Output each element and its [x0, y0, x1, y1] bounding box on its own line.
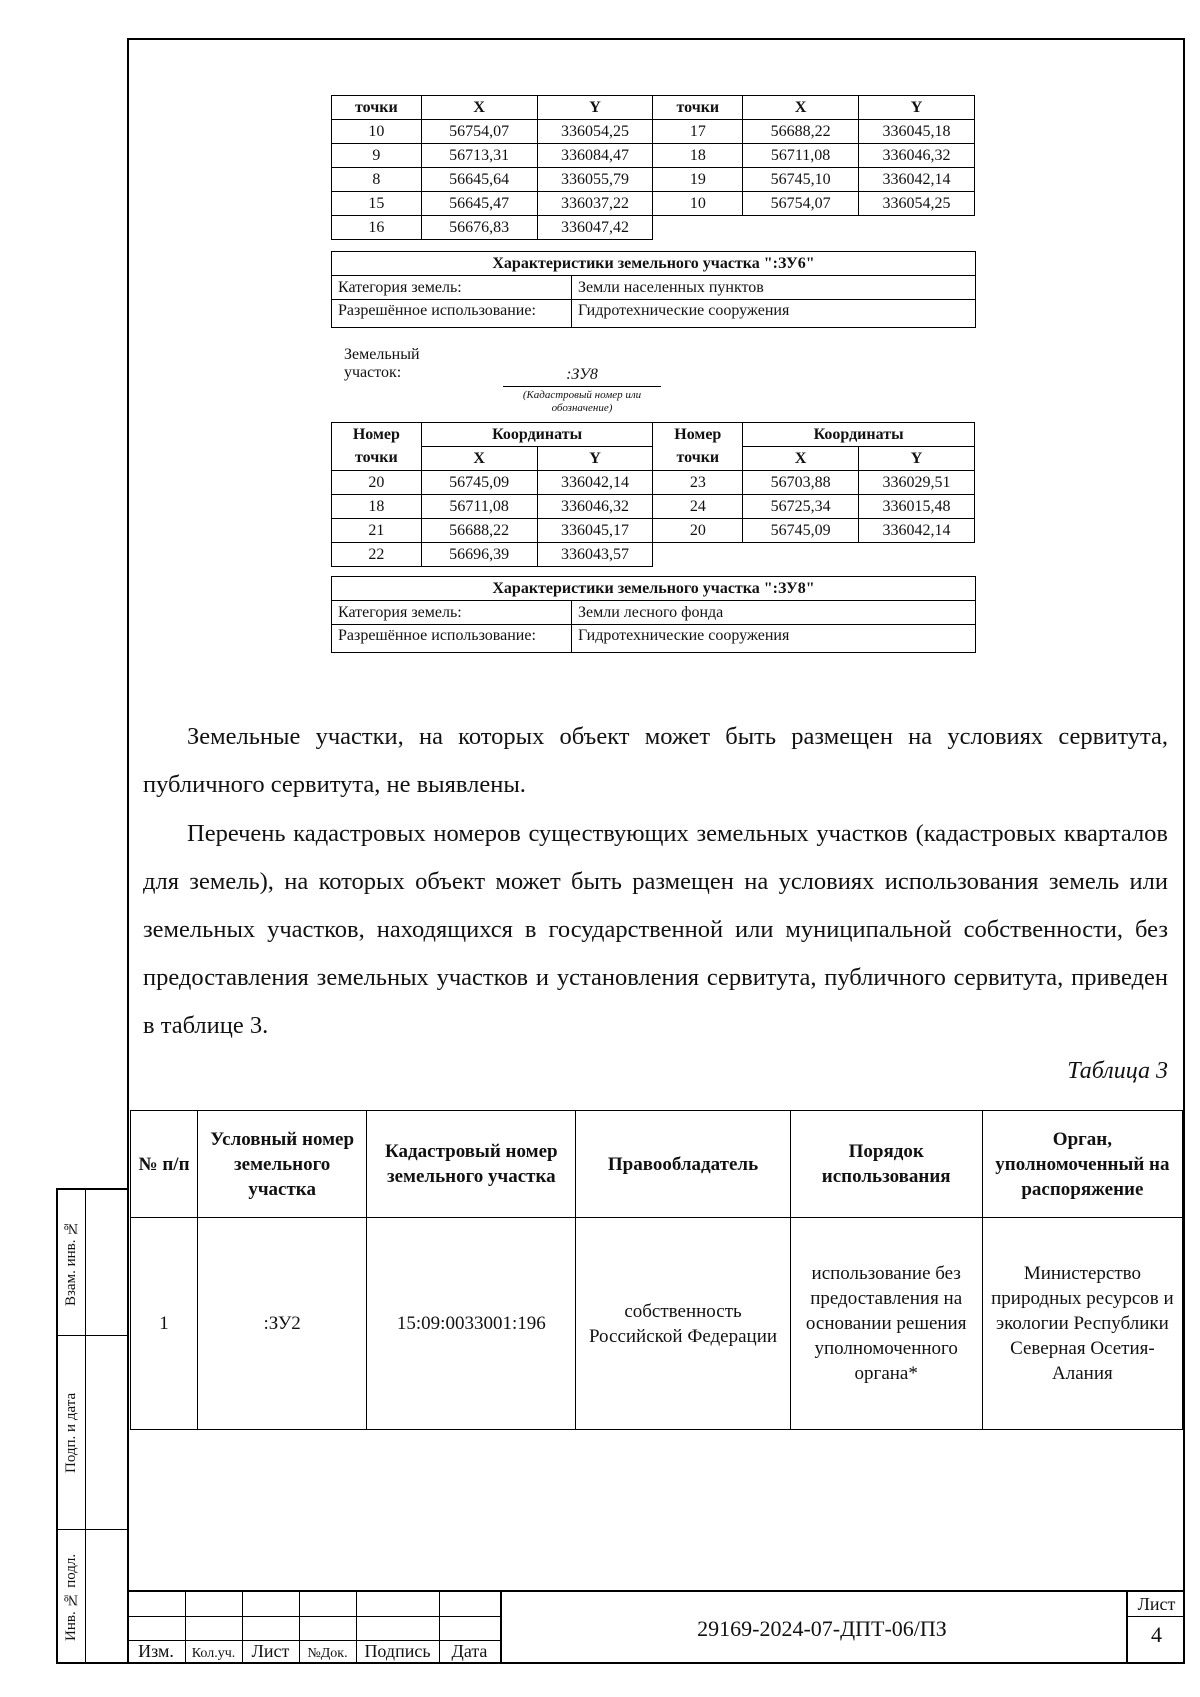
margin-cell-podp: [58, 1336, 127, 1530]
empty-cell: [653, 216, 975, 240]
coords-label: Координаты: [743, 423, 975, 447]
table-cell: 336054,25: [859, 192, 975, 216]
stamp-label: Изм.: [138, 1641, 174, 1661]
table-row: [332, 471, 975, 495]
header-cell: X: [421, 96, 537, 120]
table-cell: 15:09:0033001:196: [367, 1218, 576, 1430]
title-block: [127, 1590, 1185, 1664]
number-label: Номер: [332, 423, 422, 447]
table-row: [332, 144, 975, 168]
table-cell: 18: [653, 144, 743, 168]
stamp-label: №Док.: [307, 1646, 348, 1661]
table-cell: 336046,32: [859, 144, 975, 168]
table-cell: 336045,17: [537, 519, 653, 543]
table-cell: 336043,57: [537, 543, 653, 567]
title-block-grid: [127, 1592, 502, 1664]
table-cell: 56711,08: [743, 144, 859, 168]
table-cell: использование без предоставления на основании решения уполномоченного органа*: [790, 1218, 982, 1430]
use-value: Гидротехнические сооружения: [572, 625, 976, 653]
margin-cell-inv: [58, 1530, 127, 1664]
points-label: точки: [653, 447, 743, 471]
margin-label-podp: Подп. и дата: [63, 1392, 79, 1473]
header-cell: Кадастровый номер земельного участка: [367, 1111, 576, 1218]
table-cell: 56645,47: [421, 192, 537, 216]
sheet-box: [1126, 1592, 1185, 1664]
x-label: X: [743, 447, 859, 471]
document-code: 29169-2024-07-ДПТ-06/ПЗ: [697, 1616, 947, 1641]
table-cell: 18: [332, 495, 422, 519]
stamp-label: Дата: [451, 1641, 488, 1661]
use-label: Разрешённое использование:: [332, 300, 572, 328]
table-cell: :ЗУ2: [198, 1218, 367, 1430]
table-cell: 22: [332, 543, 422, 567]
header-cell: Y: [537, 96, 653, 120]
table-cell: 10: [653, 192, 743, 216]
table-row: [332, 168, 975, 192]
margin-cell-vzam: [58, 1190, 127, 1336]
header-cell: точки: [332, 96, 422, 120]
table-cell: 9: [332, 144, 422, 168]
table-row: [332, 519, 975, 543]
y-label: Y: [537, 447, 653, 471]
table-cell: 336045,18: [859, 120, 975, 144]
table-cell: собственность Российской Федерации: [576, 1218, 790, 1430]
category-value: Земли лесного фонда: [572, 601, 976, 625]
table-cell: 56745,10: [743, 168, 859, 192]
header-cell: Условный номер земельного участка: [198, 1111, 367, 1218]
table-cell: 23: [653, 471, 743, 495]
table-row: [332, 495, 975, 519]
table-cell: 56745,09: [421, 471, 537, 495]
table-cell: 336054,25: [537, 120, 653, 144]
table-row: [332, 192, 975, 216]
table-header-row: [332, 96, 975, 120]
plot-label: Земельный участок:: [344, 346, 420, 381]
category-label: Категория земель:: [332, 276, 572, 300]
table-cell: 336029,51: [859, 471, 975, 495]
table-caption: Таблица 3: [1067, 1058, 1168, 1084]
coords-table-zu6: [331, 95, 975, 240]
paragraph-2: Перечень кадастровых номеров существующих земельных участков (кадастровых кварталов для земель), на которых объект может быть размещен на условиях использования земель или земельных участков, находящихся в государственной или муниципальной собственности, без предоставления земельных участков и установления сервитута, публичного сервитута, приведен в таблице 3.: [143, 820, 1168, 1039]
margin-stamp: [56, 1188, 127, 1664]
table-cell: 56711,08: [421, 495, 537, 519]
table-cell: 336046,32: [537, 495, 653, 519]
characteristics-table-zu6: [331, 251, 976, 328]
header-cell: Y: [859, 96, 975, 120]
characteristics-table-zu8: [331, 576, 976, 653]
table-cell: 15: [332, 192, 422, 216]
table-row: [332, 120, 975, 144]
header-cell: точки: [653, 96, 743, 120]
sheet-label: Лист: [1128, 1594, 1185, 1617]
table-cell: 19: [653, 168, 743, 192]
table-cell: 336037,22: [537, 192, 653, 216]
header-cell: X: [743, 96, 859, 120]
table-cell: 56754,07: [421, 120, 537, 144]
characteristics-title: Характеристики земельного участка ":ЗУ6": [332, 252, 976, 276]
table-row: [131, 1218, 1183, 1430]
empty-cell: [653, 543, 975, 567]
table-3: [130, 1110, 1183, 1430]
table-cell: 17: [653, 120, 743, 144]
table-cell: 16: [332, 216, 422, 240]
use-label: Разрешённое использование:: [332, 625, 572, 653]
points-label: точки: [332, 447, 422, 471]
table-cell: 20: [332, 471, 422, 495]
table-cell: 56688,22: [743, 120, 859, 144]
header-cell: Правообладатель: [576, 1111, 790, 1218]
table-cell: Министерство природных ресурсов и экологии Республики Северная Осетия-Алания: [982, 1218, 1182, 1430]
table-cell: 336015,48: [859, 495, 975, 519]
table-cell: 8: [332, 168, 422, 192]
category-label: Категория земель:: [332, 601, 572, 625]
table-row: [332, 543, 975, 567]
paragraph-1: Земельные участки, на которых объект может быть размещен на условиях сервитута, публичного сервитута, не выявлены.: [143, 723, 1168, 798]
stamp-label: Кол.уч.: [191, 1646, 236, 1661]
stamp-label: Лист: [251, 1641, 290, 1661]
table-cell: 336042,14: [859, 519, 975, 543]
table-cell: 336055,79: [537, 168, 653, 192]
table-header-row: [131, 1111, 1183, 1218]
table-cell: 336042,14: [859, 168, 975, 192]
table-cell: 21: [332, 519, 422, 543]
table-cell: 336084,47: [537, 144, 653, 168]
table-cell: 56725,34: [743, 495, 859, 519]
table-cell: 24: [653, 495, 743, 519]
characteristics-title: Характеристики земельного участка ":ЗУ8": [332, 577, 976, 601]
x-label: X: [421, 447, 537, 471]
plot-value: :ЗУ8: [503, 366, 661, 387]
table-cell: 10: [332, 120, 422, 144]
table-cell: 56713,31: [421, 144, 537, 168]
table-cell: 56645,64: [421, 168, 537, 192]
table-cell: 336047,42: [537, 216, 653, 240]
table-cell: 56754,07: [743, 192, 859, 216]
sheet-number: 4: [1151, 1622, 1162, 1647]
margin-label-vzam: Взам. инв. №: [63, 1219, 79, 1306]
header-cell: № п/п: [131, 1111, 198, 1218]
header-cell: Орган, уполномоченный на распоряжение: [982, 1111, 1182, 1218]
table-cell: 56696,39: [421, 543, 537, 567]
header-cell: Порядок использования: [790, 1111, 982, 1218]
y-label: Y: [859, 447, 975, 471]
stamp-label: Подпись: [364, 1641, 431, 1661]
table-cell: 56745,09: [743, 519, 859, 543]
use-value: Гидротехнические сооружения: [572, 300, 976, 328]
margin-label-inv: Инв. № подл.: [63, 1553, 79, 1641]
table-cell: 56703,88: [743, 471, 859, 495]
table-cell: 56688,22: [421, 519, 537, 543]
coords-label: Координаты: [421, 423, 653, 447]
table-row: [332, 216, 975, 240]
category-value: Земли населенных пунктов: [572, 276, 976, 300]
table-cell: 336042,14: [537, 471, 653, 495]
number-label: Номер: [653, 423, 743, 447]
table-cell: 20: [653, 519, 743, 543]
table-cell: 1: [131, 1218, 198, 1430]
coords-table-zu8: [331, 422, 975, 567]
plot-caption: (Кадастровый номер или обозначение): [522, 389, 642, 414]
table-cell: 56676,83: [421, 216, 537, 240]
